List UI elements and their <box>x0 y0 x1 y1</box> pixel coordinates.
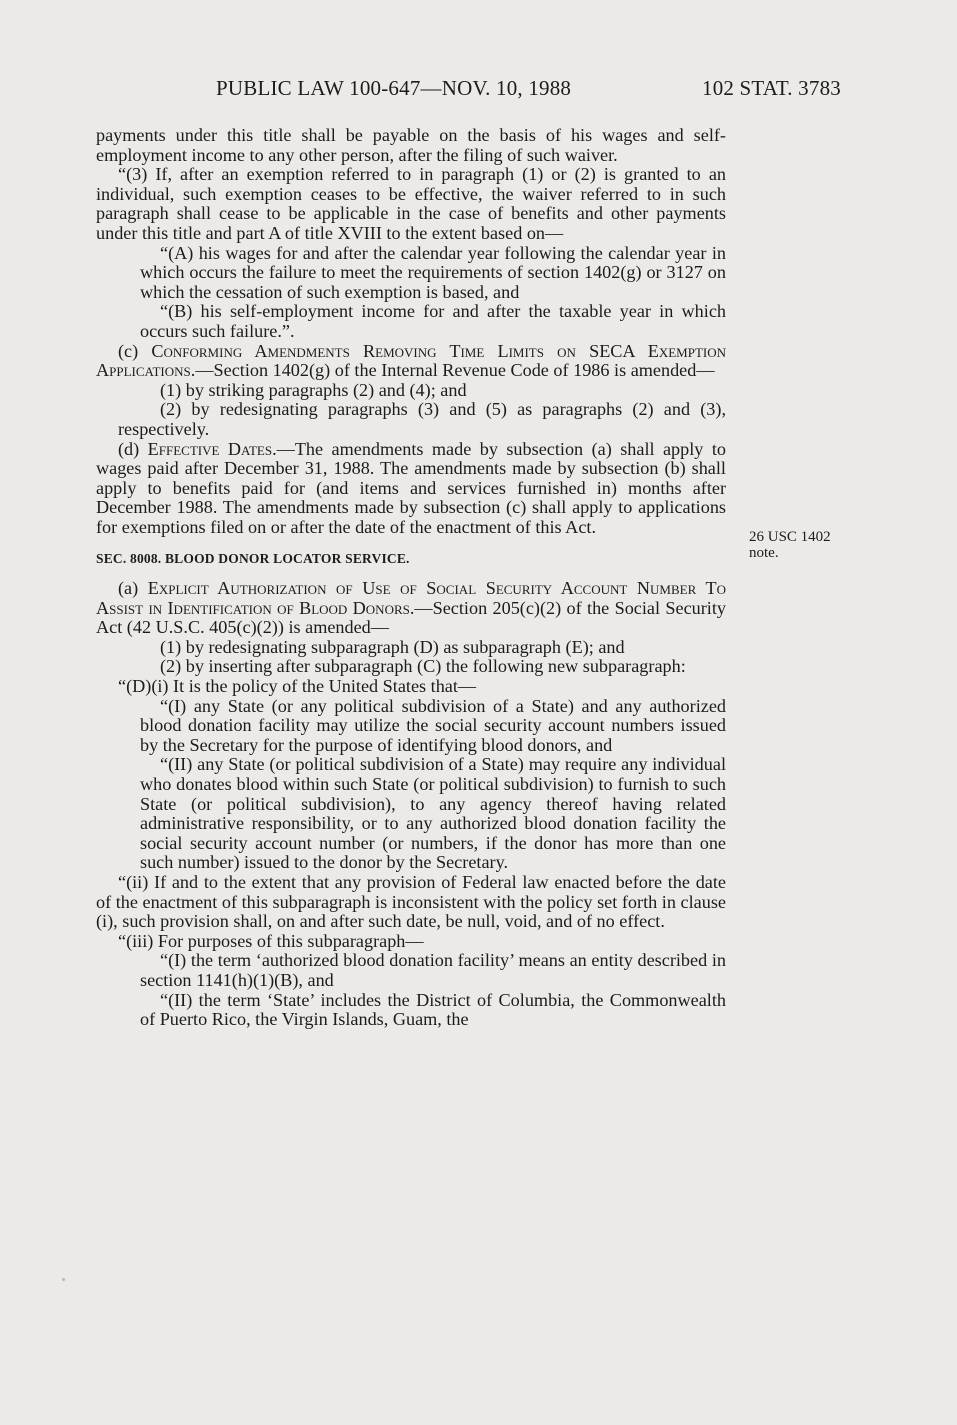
subsection-a-explicit-authorization <box>96 579 726 638</box>
redesignate-item-1: (1) by redesignating subparagraph (D) as subparagraph (E); and <box>160 636 625 657</box>
clause-d-i-policy: “(D)(i) It is the policy of the United States that— <box>118 676 477 697</box>
statute-page-number: 102 STAT. 3783 <box>702 76 841 100</box>
section-8008-heading: SEC. 8008. BLOOD DONOR LOCATOR SERVICE. <box>96 551 410 567</box>
amendment-item-1: (1) by striking paragraphs (2) and (4); and <box>160 379 467 400</box>
subsection-a-heading: Explicit Authorization of Use of Social Security Account Number To Assist in Identification of Blood Donors. <box>96 578 726 618</box>
subsection-a-text: —Section 205(c)(2) of the Social Security Act (42 U.S.C. 405(c)(2)) is amended— <box>96 597 727 638</box>
definition-state: “(II) the term ‘State’ includes the District of Columbia, the Commonwealth of Puerto Rico, the Virgin Islands, Guam, the <box>140 989 726 1030</box>
subparagraph-a-wages: “(A) his wages for and after the calendar year following the calendar year in which occurs the failure to meet the requirements of section 1402(g) or 3127 on which the cessation of such exemption is based, and <box>140 242 726 302</box>
paragraph-3-cessation-of-exemption: “(3) If, after an exemption referred to in paragraph (1) or (2) is granted to an individual, such exemption ceases to be effective, the waiver referred to in such paragraph shall cease to be applicable in the case of benefits and other payments under this title and part A of title XVIII to the extent based on— <box>96 164 726 243</box>
running-header <box>0 76 957 102</box>
subsection-d-text: —The amendments made by subsection (a) shall apply to wages paid after December 31, 1988. The amendments made by subsection (b) shall apply to benefits paid for (and items and services furnished in) months after December 1988. The amendments made by subsection (c) shall apply to applications for exemptions filed on or after the date of the enactment of this Act. <box>96 438 726 537</box>
usc-note-label: note. <box>749 545 779 561</box>
subclause-i-utilize-ssn: “(I) any State (or any political subdivision of a State) and any authorized blood donation facility may utilize the social security account numbers issued by the Secretary for the purpose of identifying blood donors, and <box>140 695 726 755</box>
subsection-d-heading: Effective Dates. <box>147 438 277 459</box>
amendment-item-2: (2) by redesignating paragraphs (3) and (5) as paragraphs (2) and (3), respectively. <box>118 399 726 439</box>
insert-item-2: (2) by inserting after subparagraph (C) the following new subparagraph: <box>160 656 686 677</box>
subsection-c-label: (c) <box>118 340 152 361</box>
public-law-citation: PUBLIC LAW 100-647—NOV. 10, 1988 <box>216 76 572 100</box>
subsection-c-text: —Section 1402(g) of the Internal Revenue Code of 1986 is amended— <box>195 360 715 381</box>
subsection-d-label: (d) <box>118 438 148 459</box>
subsection-c-heading: Conforming Amendments Removing Time Limits on SECA Exemption Applications. <box>96 340 727 381</box>
paragraph-continued-payments: payments under this title shall be payable on the basis of his wages and self-employment income to any other person, after the filing of such waiver. <box>96 125 726 165</box>
subsection-c-conforming-amendments <box>96 342 726 381</box>
subparagraph-b-self-employment: “(B) his self-employment income for and after the taxable year in which occurs such failure.”. <box>140 301 726 341</box>
clause-ii-inconsistent-law: “(ii) If and to the extent that any provision of Federal law enacted before the date of the enactment of this subparagraph is inconsistent with the policy set forth in clause (i), such provision shall, on and after such date, be null, void, and of no effect. <box>96 871 726 932</box>
subsection-d-effective-dates <box>96 440 726 538</box>
definition-blood-donation-facility: “(I) the term ‘authorized blood donation facility’ means an entity described in section 1141(h)(1)(B), and <box>140 950 726 990</box>
scan-speck <box>62 1278 65 1281</box>
usc-margin-note <box>749 529 859 561</box>
subsection-a-label: (a) <box>118 578 148 599</box>
subclause-ii-require-ssn: “(II) any State (or political subdivision of a State) may require any individual who donates blood within such State (or political subdivision) to furnish to such State (or political subdivision), to any agency thereof having related administrative responsibility, or to any authorized blood donation facility the social security account number (or numbers, if the donor has more than one such number) issued to the donor by the Secretary. <box>140 754 726 873</box>
clause-iii-definitions: “(iii) For purposes of this subparagraph— <box>118 930 424 951</box>
statute-body-text <box>96 126 726 1030</box>
usc-citation: 26 USC 1402 <box>749 529 831 545</box>
